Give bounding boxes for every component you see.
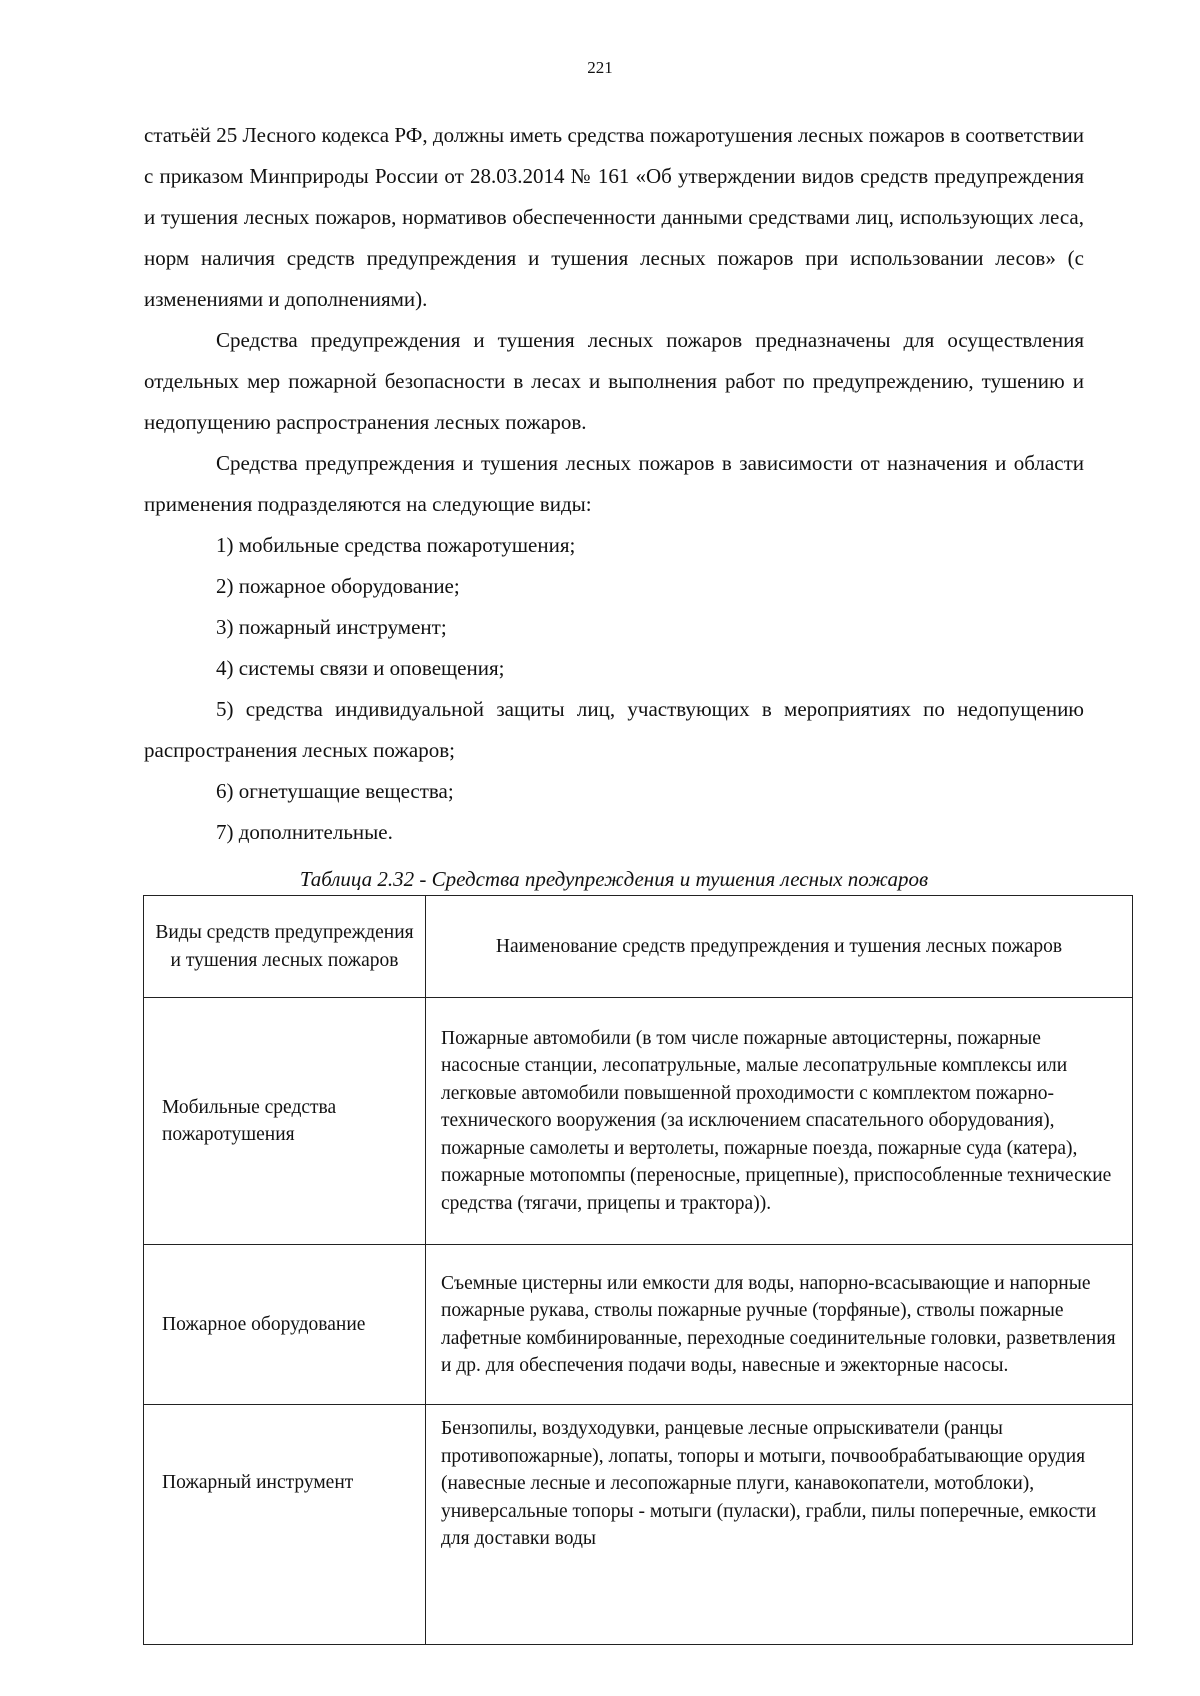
table-caption: Таблица 2.32 - Средства предупреждения и тушения лесных пожаров — [299, 867, 929, 891]
paragraph-intro: статьёй 25 Лесного кодекса РФ, должны иметь средства пожаротушения лесных пожаров в соответствии с приказом Минприроды России от 28.03.2014 № 161 «Об утверждении видов средств предупреждения и тушения лесных пожаров, нормативов обеспеченности данными средствами лиц, использующих леса, норм наличия средств предупреждения и тушения лесных пожаров при использовании лесов» (с изменениями и дополнениями). — [144, 123, 1084, 311]
table-row — [144, 1405, 1133, 1645]
table-cell-category: Пожарное оборудование — [144, 1245, 426, 1405]
list-item: 1) мобильные средства пожаротушения; — [216, 533, 576, 557]
paragraph-purpose: Средства предупреждения и тушения лесных пожаров предназначены для осуществления отдельных мер пожарной безопасности в лесах и выполнения работ по предупреждению, тушению и недопущению распространения лесных пожаров. — [144, 328, 1084, 434]
table-header-cell: Наименование средств предупреждения и тушения лесных пожаров — [426, 896, 1133, 998]
table-cell-description: Съемные цистерны или емкости для воды, напорно-всасывающие и напорные пожарные рукава, стволы пожарные ручные (торфяные), стволы пожарные лафетные комбинированные, переходные соединительные головки, разветвления и др. для обеспечения подачи воды, навесные и эжекторные насосы. — [426, 1245, 1133, 1405]
table-container — [143, 895, 1133, 1655]
table-row — [144, 998, 1133, 1245]
table-header-cell: Виды средств предупреждения и тушения лесных пожаров — [144, 896, 426, 998]
table-cell-category: Пожарный инструмент — [144, 1405, 426, 1645]
table-cell-category: Мобильные средства пожаротушения — [144, 998, 426, 1245]
list-item: 6) огнетушащие вещества; — [216, 779, 454, 803]
body-text — [144, 115, 1084, 853]
list-item: 3) пожарный инструмент; — [216, 615, 447, 639]
table-cell-description: Пожарные автомобили (в том числе пожарные автоцистерны, пожарные насосные станции, лесопатрульные, малые лесопатрульные комплексы или легковые автомобили повышенной проходимости с комплектом пожарно-технического вооружения (за исключением спасательного оборудования), пожарные самолеты и вертолеты, пожарные поезда, пожарные суда (катера), пожарные мотопомпы (переносные, прицепные), приспособленные технические средства (тягачи, прицепы и трактора)). — [426, 998, 1133, 1245]
fire-means-table — [143, 895, 1133, 1645]
list-item: 5) средства индивидуальной защиты лиц, участвующих в мероприятиях по недопущению распространения лесных пожаров; — [144, 697, 1084, 762]
list-item: 7) дополнительные. — [216, 820, 393, 844]
page-number: 221 — [587, 58, 613, 77]
list-item: 2) пожарное оборудование; — [216, 574, 460, 598]
table-header-row — [144, 896, 1133, 998]
table-cell-description: Бензопилы, воздуходувки, ранцевые лесные опрыскиватели (ранцы противопожарные), лопаты, топоры и мотыги, почвообрабатывающие орудия (навесные лесные и лесопожарные плуги, канавокопатели, мотоблоки), универсальные топоры - мотыги (пуласки), грабли, пилы поперечные, емкости для доставки воды — [426, 1405, 1133, 1645]
paragraph-types-intro: Средства предупреждения и тушения лесных пожаров в зависимости от назначения и области применения подразделяются на следующие виды: — [144, 451, 1084, 516]
table-row — [144, 1245, 1133, 1405]
list-item: 4) системы связи и оповещения; — [216, 656, 505, 680]
